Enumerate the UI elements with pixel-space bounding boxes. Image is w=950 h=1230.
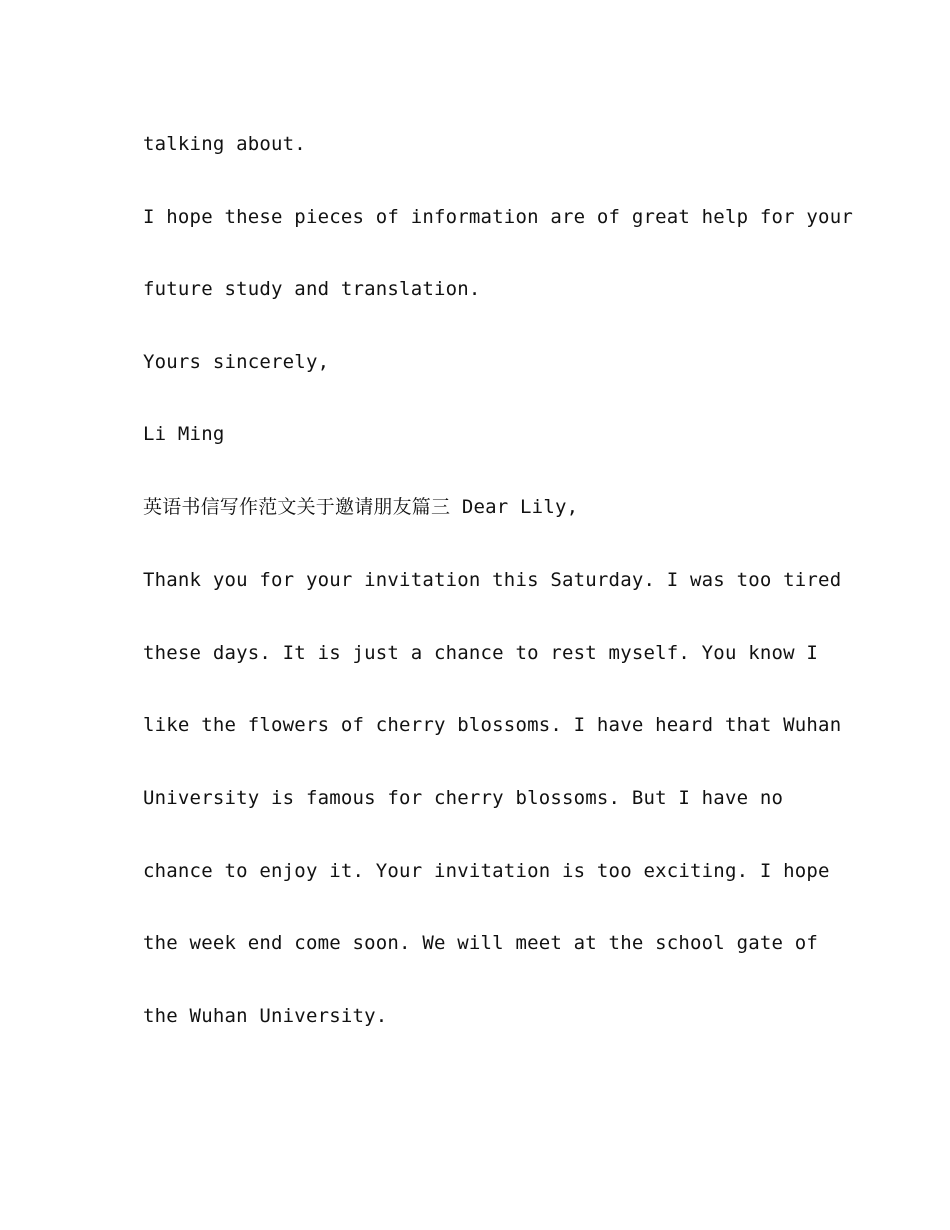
text-line: I hope these pieces of information are of great help for your [143, 206, 853, 228]
signature-line: Li Ming [143, 423, 225, 445]
text-line: like the flowers of cherry blossoms. I have heard that Wuhan [143, 714, 842, 736]
section-heading: 英语书信写作范文关于邀请朋友篇三 Dear Lily, [143, 496, 579, 518]
text-line: chance to enjoy it. Your invitation is too exciting. I hope [143, 860, 830, 882]
text-line: University is famous for cherry blossoms. But I have no [143, 787, 784, 809]
closing-line: Yours sincerely, [143, 351, 330, 373]
text-line: the Wuhan University. [143, 1005, 388, 1027]
text-line: these days. It is just a chance to rest myself. You know I [143, 642, 819, 664]
text-line: the week end come soon. We will meet at the school gate of [143, 932, 819, 954]
text-line: talking about. [143, 133, 306, 155]
text-line: future study and translation. [143, 278, 481, 300]
text-line: Thank you for your invitation this Saturday. I was too tired [143, 569, 842, 591]
